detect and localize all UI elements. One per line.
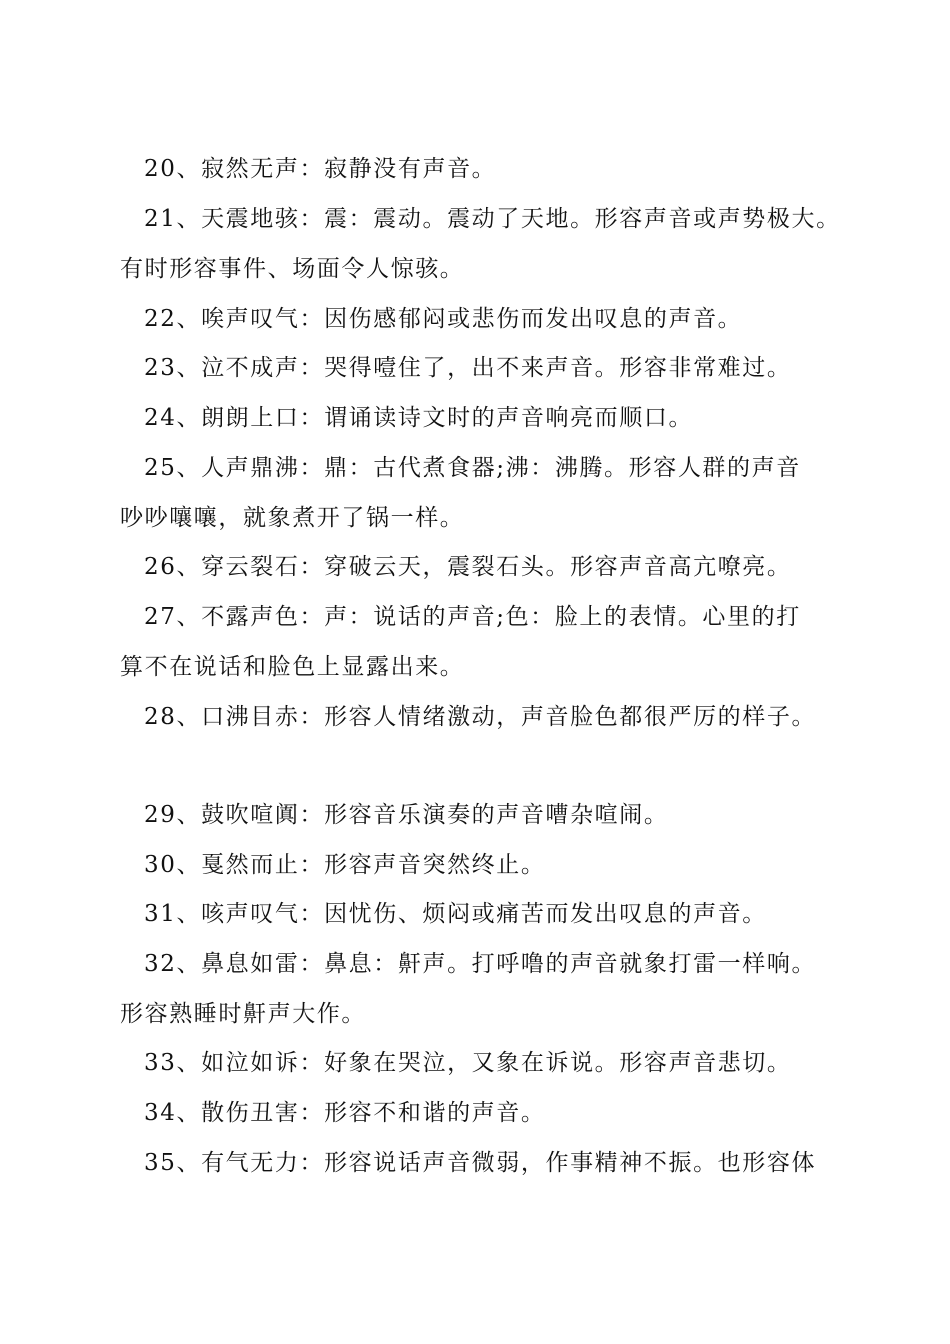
- entry-32: 32、鼻息如雷：鼻息：鼾声。打呼噜的声音就象打雷一样响。: [144, 951, 817, 977]
- entry-31: 31、咳声叹气：因忧伤、烦闷或痛苦而发出叹息的声音。: [144, 901, 767, 927]
- entry-29: 29、鼓吹喧阗：形容音乐演奏的声音嘈杂喧闹。: [144, 802, 669, 828]
- entry-26: 26、穿云裂石：穿破云天，震裂石头。形容声音高亢嘹亮。: [144, 554, 792, 580]
- entry-21-continuation: 有时形容事件、场面令人惊骇。: [120, 256, 465, 282]
- entry-32-continuation: 形容熟睡时鼾声大作。: [120, 1001, 366, 1027]
- entry-25: 25、人声鼎沸：鼎：古代煮食器;沸：沸腾。形容人群的声音: [144, 455, 801, 481]
- entry-20: 20、寂然无声：寂静没有声音。: [144, 156, 497, 182]
- entry-24: 24、朗朗上口：谓诵读诗文时的声音响亮而顺口。: [144, 405, 694, 431]
- entry-22: 22、唉声叹气：因伤感郁闷或悲伤而发出叹息的声音。: [144, 306, 743, 332]
- entry-27-continuation: 算不在说话和脸色上显露出来。: [120, 654, 465, 680]
- entry-35: 35、有气无力：形容说话声音微弱，作事精神不振。也形容体: [144, 1150, 817, 1176]
- entry-34: 34、散伤丑害：形容不和谐的声音。: [144, 1100, 546, 1126]
- entry-25-continuation: 吵吵嚷嚷，就象煮开了锅一样。: [120, 505, 465, 531]
- entry-28: 28、口沸目赤：形容人情绪激动，声音脸色都很严厉的样子。: [144, 704, 817, 730]
- entry-33: 33、如泣如诉：好象在哭泣，又象在诉说。形容声音悲切。: [144, 1050, 792, 1076]
- entry-21: 21、天震地骇：震：震动。震动了天地。形容声音或声势极大。: [144, 206, 841, 232]
- entry-30: 30、戛然而止：形容声音突然终止。: [144, 852, 546, 878]
- entry-27: 27、不露声色：声：说话的声音;色：脸上的表情。心里的打: [144, 604, 801, 630]
- entry-23: 23、泣不成声：哭得噎住了，出不来声音。形容非常难过。: [144, 355, 792, 381]
